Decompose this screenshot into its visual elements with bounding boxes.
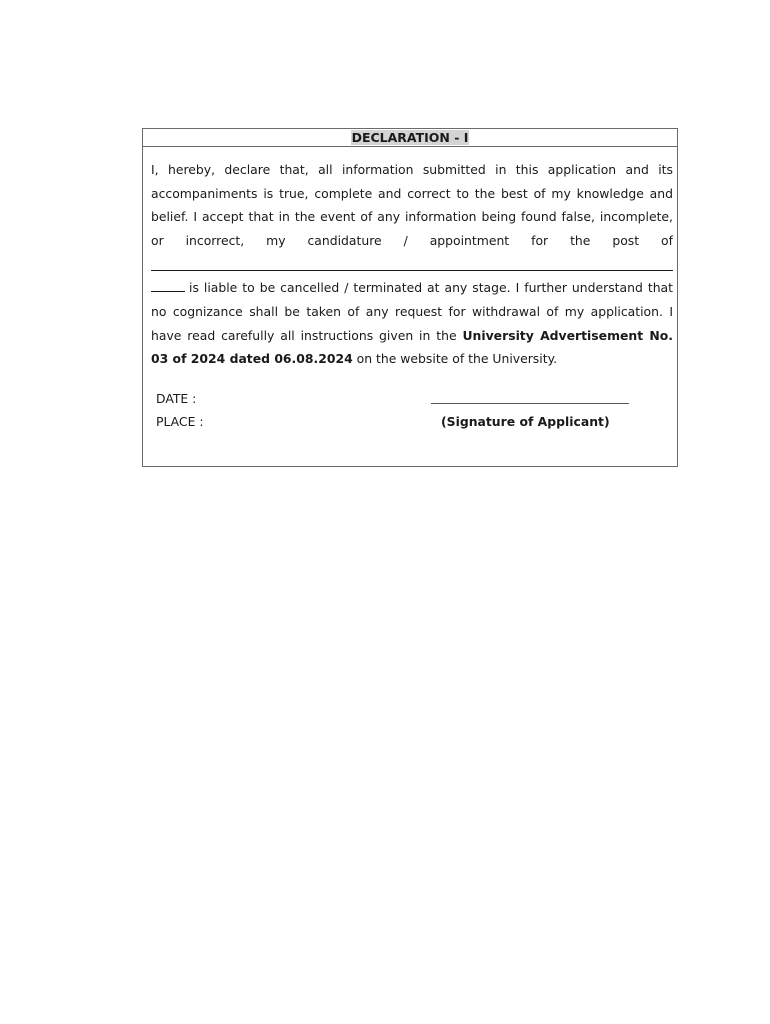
line4-word: my — [266, 233, 286, 248]
declaration-line-1: I, hereby, declare that, all information submitted in this application and its — [151, 162, 673, 177]
declaration-title-text: DECLARATION - I — [351, 130, 469, 145]
advertisement-date: 03 of 2024 dated 06.08.2024 — [151, 351, 353, 366]
line4-word: post — [612, 233, 640, 248]
declaration-line-2: accompaniments is true, complete and correct to the best of my knowledge and — [151, 186, 673, 201]
post-name-blank-line — [151, 270, 673, 271]
line4-word: appointment — [429, 233, 510, 248]
declaration-line-9 — [151, 347, 673, 371]
declaration-line-6-text: is liable to be cancelled / terminated at any stage. I further understand that — [189, 280, 673, 295]
declaration-line-9-plain: on the website of the University. — [356, 351, 558, 366]
advertisement-reference: University Advertisement No. — [462, 328, 673, 343]
date-label: DATE : — [156, 391, 197, 406]
declaration-line-8 — [151, 324, 673, 348]
declaration-line-4 — [151, 229, 673, 253]
declaration-box — [142, 128, 678, 467]
line4-word: incorrect, — [185, 233, 245, 248]
post-name-blank-continuation — [151, 279, 185, 292]
line4-word: of — [661, 233, 673, 248]
line4-word: / — [403, 233, 408, 248]
place-label: PLACE : — [156, 414, 204, 429]
line4-word: the — [570, 233, 591, 248]
declaration-line-7: no cognizance shall be taken of any request for withdrawal of my application. I — [151, 304, 673, 319]
signature-caption: (Signature of Applicant) — [441, 414, 610, 429]
line4-word: candidature — [307, 233, 382, 248]
declaration-line-8-plain: have read carefully all instructions given in the — [151, 328, 457, 343]
declaration-line-3: belief. I accept that in the event of any information being found false, incomplete, — [151, 209, 673, 224]
signature-line — [431, 403, 629, 404]
declaration-title — [143, 129, 677, 147]
line4-word: for — [531, 233, 549, 248]
declaration-line-6 — [151, 276, 673, 300]
line4-word: or — [151, 233, 164, 248]
